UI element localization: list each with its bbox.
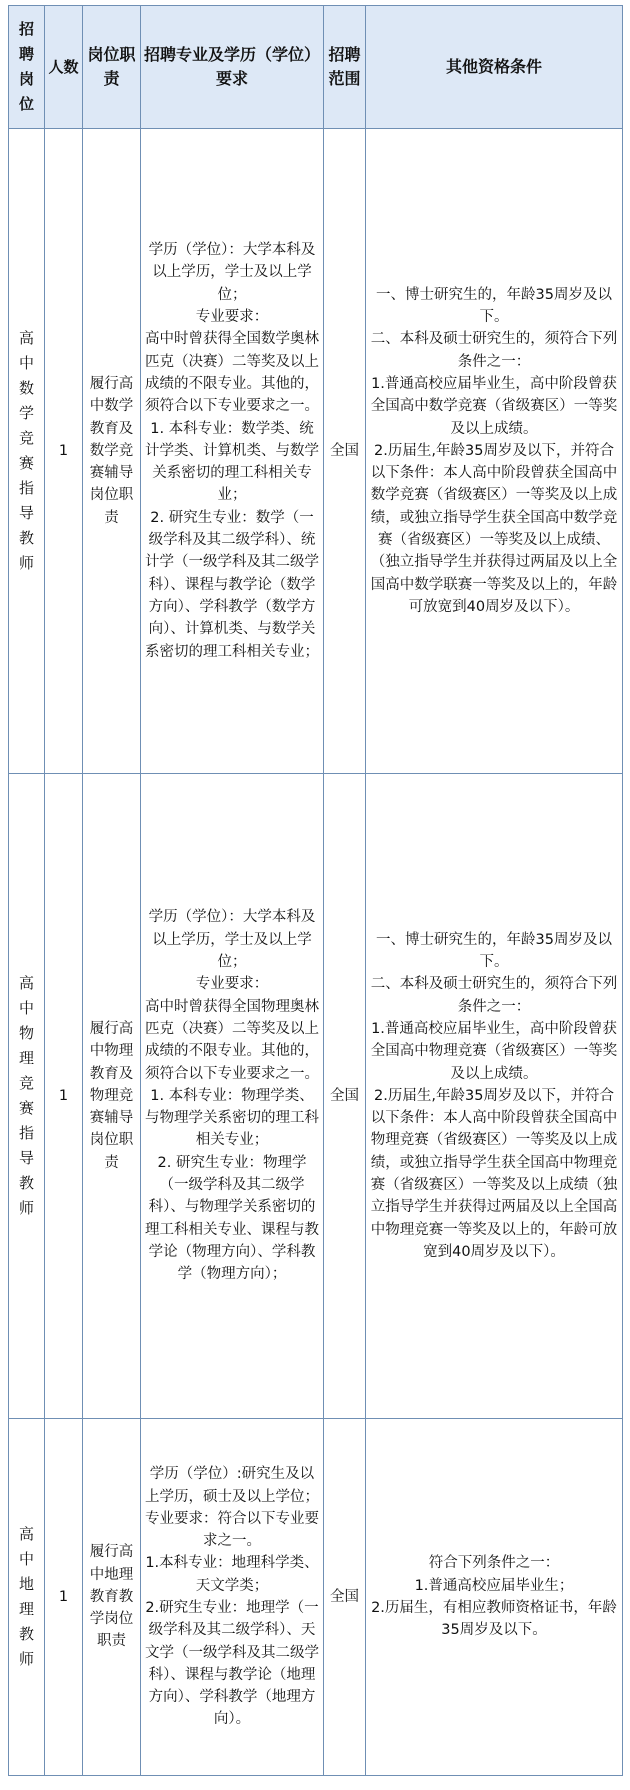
requirement-line: 专业要求：符合以下专业要求之一。: [145, 1510, 319, 1550]
cell-count: 1: [45, 129, 83, 774]
cell-scope: 全国: [324, 774, 366, 1419]
requirement-line: 高中时曾获得全国物理奥林匹克（决赛）二等奖及以上成绩的不限专业。其他的，须符合以下专业要求之一。: [145, 998, 319, 1082]
cell-position: 高中物理竞赛指导教师: [9, 774, 45, 1419]
cell-duty: 履行高中地理教育教学岗位职责: [83, 1419, 141, 1776]
cell-requirement: [141, 129, 324, 774]
other-line: 2.历届生,年龄35周岁及以下，并符合以下条件：本人高中阶段曾获全国高中物理竞赛（省级赛区）一等奖及以上成绩，或独立指导学生获全国高中物理竞赛（省级赛区）一等奖及以上成绩（独立指导学生并获得过两届及以上全国高中物理竞赛一等奖及以上的，年龄可放宽到40周岁及以下）。: [370, 1087, 618, 1260]
other-line: 一、博士研究生的，年龄35周岁及以下。: [376, 931, 612, 971]
table-row: [9, 774, 623, 1419]
requirement-line: 学历（学位）：大学本科及以上学历，学士及以上学位；: [148, 242, 316, 303]
table-row: [9, 1419, 623, 1776]
other-line: 二、本科及硕士研究生的，须符合下列条件之一：: [370, 331, 618, 370]
cell-duty: 履行高中数学教育及数学竞赛辅导岗位职责: [83, 129, 141, 774]
cell-other: [366, 1419, 623, 1776]
cell-count: 1: [45, 1419, 83, 1776]
requirement-line: 专业要求：: [195, 976, 269, 993]
cell-other: [366, 774, 623, 1419]
requirement-line: 1. 本科专业：数学类、统计学类、计算机类、与数学关系密切的理工科相关专业；: [145, 420, 319, 504]
other-line: 1.普通高校应届毕业生，高中阶段曾获全国高中数学竞赛（省级赛区）一等奖及以上成绩。: [370, 375, 618, 437]
header-position: 招聘岗位: [9, 6, 45, 129]
other-line: 二、本科及硕士研究生的，须符合下列条件之一：: [370, 976, 618, 1015]
requirement-line: 高中时曾获得全国数学奥林匹克（决赛）二等奖及以上成绩的不限专业。其他的，须符合以下专业要求之一。: [145, 331, 319, 415]
cell-duty: 履行高中物理教育及物理竞赛辅导岗位职责: [83, 774, 141, 1419]
header-scope: 招聘范围: [324, 6, 366, 129]
requirement-line: 1. 本科专业：物理学类、与物理学关系密切的理工科相关专业；: [145, 1087, 319, 1149]
other-line: 一、博士研究生的，年龄35周岁及以下。: [376, 286, 612, 326]
requirement-line: 专业要求：: [195, 309, 269, 326]
header-requirement: 招聘专业及学历（学位）要求: [141, 6, 324, 129]
cell-position: 高中地理教师: [9, 1419, 45, 1776]
other-line: 1.普通高校应届毕业生；: [414, 1577, 574, 1594]
other-line: 2.历届生,年龄35周岁及以下，并符合以下条件：本人高中阶段曾获全国高中数学竞赛（省级赛区）一等奖及以上成绩，或独立指导学生获全国高中数学竞赛（省级赛区）一等奖及以上成绩、（独立指导学生并获得过两届及以上全国高中数学联赛一等奖及以上的，年龄可放宽到40周岁及以下）。: [370, 442, 618, 615]
requirement-line: 学历（学位）:研究生及以上学历，硕士及以上学位；: [145, 1466, 319, 1505]
cell-scope: 全国: [324, 1419, 366, 1776]
requirement-line: 2. 研究生专业：数学（一级学科及其二级学科）、统计学（一级学科及其二级学科）、课程与教学论（数学方向）、学科教学（数学方向）、计算机类、与数学关系密切的理工科相关专业；: [145, 509, 319, 660]
cell-other: [366, 129, 623, 774]
cell-requirement: [141, 774, 324, 1419]
requirement-line: 1.本科专业：地理科学类、天文学类；: [145, 1555, 319, 1594]
other-line: 1.普通高校应届毕业生，高中阶段曾获全国高中物理竞赛（省级赛区）一等奖及以上成绩。: [370, 1020, 618, 1082]
requirement-line: 学历（学位）：大学本科及以上学历，学士及以上学位；: [148, 909, 316, 971]
recruitment-table: [8, 5, 623, 1776]
other-line: 2.历届生，有相应教师资格证书，年龄35周岁及以下。: [371, 1600, 617, 1639]
cell-scope: 全国: [324, 129, 366, 774]
requirement-line: 2. 研究生专业：物理学（一级学科及其二级学科）、与物理学关系密切的理工科相关专业、课程与教学论（物理方向）、学科教学（物理方向）；: [145, 1154, 319, 1283]
other-line: 符合下列条件之一：: [428, 1555, 560, 1572]
header-duty: 岗位职责: [83, 6, 141, 129]
table-row: [9, 129, 623, 774]
header-row: [9, 6, 623, 129]
cell-requirement: [141, 1419, 324, 1776]
cell-position: 高中数学竞赛指导教师: [9, 129, 45, 774]
header-count: 人数: [45, 6, 83, 129]
header-other: 其他资格条件: [366, 6, 623, 129]
cell-count: 1: [45, 774, 83, 1419]
requirement-line: 2.研究生专业：地理学（一级学科及其二级学科）、天文学（一级学科及其二级学科）、课程与教学论（地理方向）、学科教学（地理方向）。: [145, 1600, 319, 1728]
recruitment-table-container: [8, 5, 622, 1776]
